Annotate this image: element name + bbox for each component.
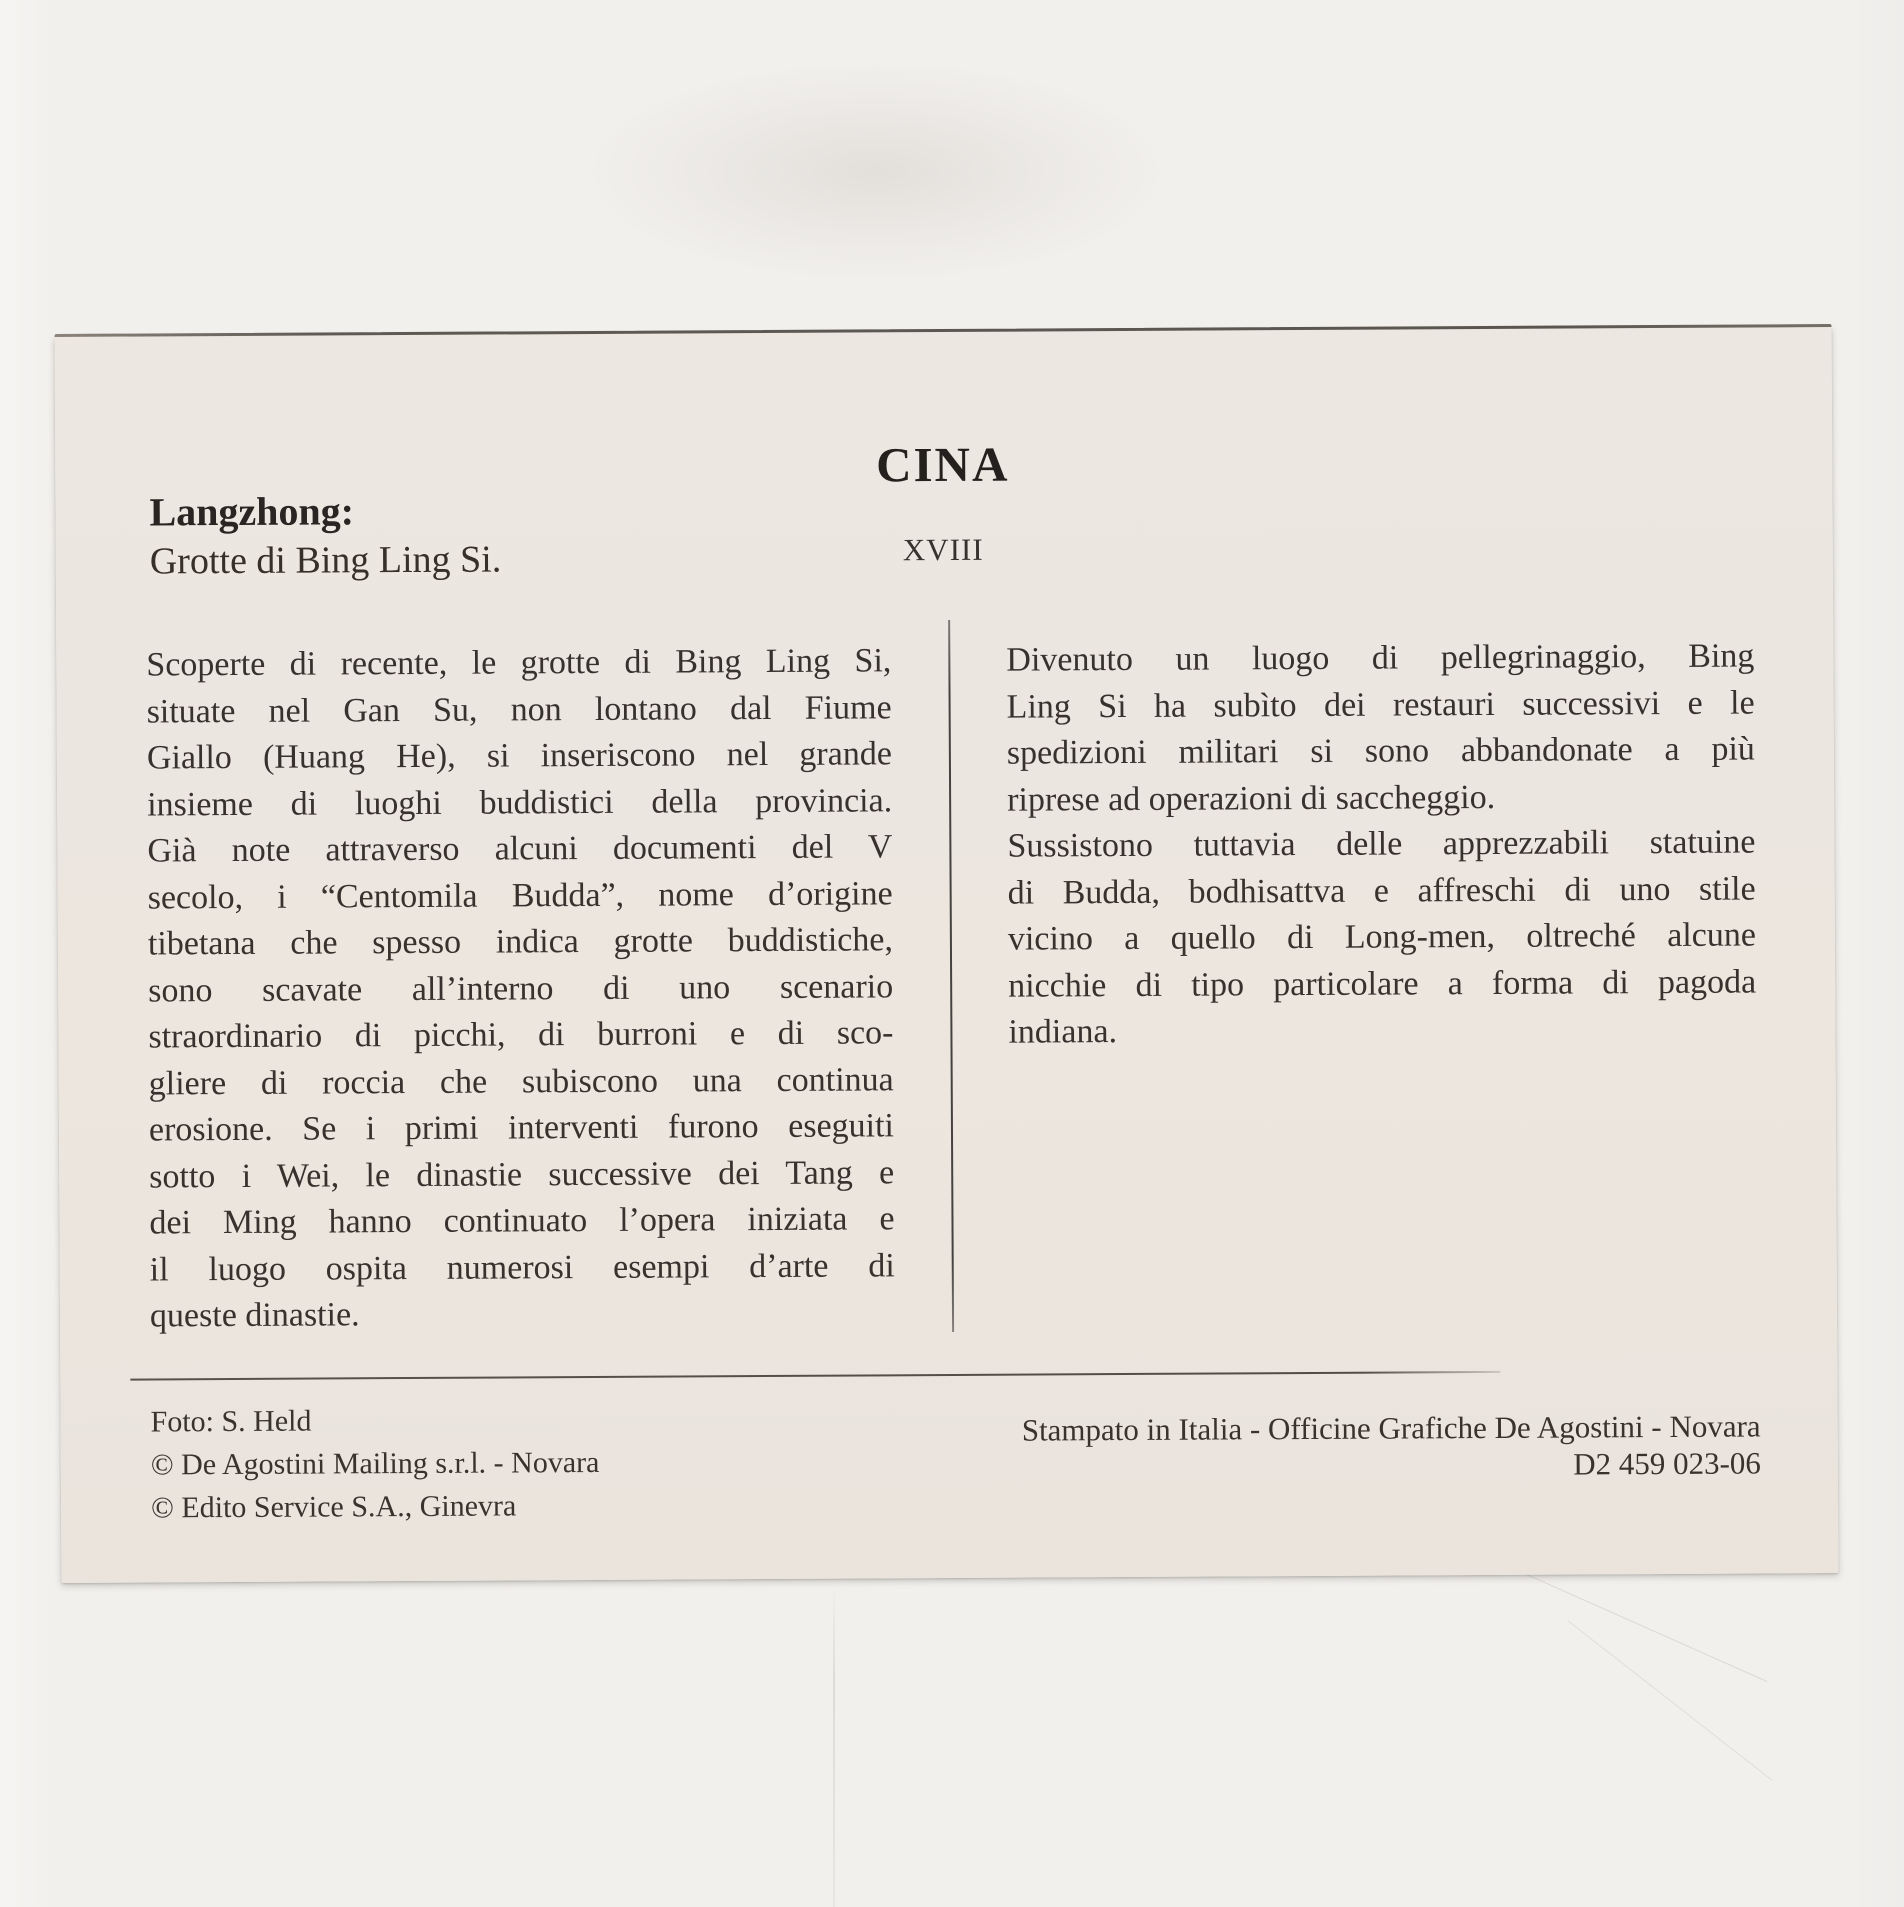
text-line: Già note attraverso alcuni documenti del V [147,828,893,870]
text-line: situate nel Gan Su, non lontano dal Fiume [146,688,892,730]
text-line: secolo, i “Centomila Budda”, nome d’origine [147,874,893,916]
location-heading: Langzhong: [149,488,355,535]
text-line: straordinario di picchi, di burroni e di sco- [148,1014,894,1056]
footer-printer-info [1022,1407,1761,1485]
left-text-column [146,638,895,1340]
text-line: il luogo ospita numerosi esempi d’arte di [149,1246,895,1288]
text-line: riprese ad operazioni di saccheggio. [1007,778,1496,819]
text-line: di Budda, bodhisattva e affreschi di uno stile [1007,869,1756,912]
text-line: spedizioni militari si sono abbandonate a più [1006,730,1755,772]
text-line: vicino a quello di Long-men, oltreché alcune [1007,916,1757,958]
text-line: sono scavate all’interno di uno scenario [148,967,894,1009]
scan-artifact-scratch [1567,1620,1772,1781]
card-title: CINA [875,436,1010,493]
postcard-back [55,327,1839,1583]
text-line: sotto i Wei, le dinastie successive dei Tang e [149,1153,895,1195]
text-line: queste dinastie. [149,1296,360,1335]
footer-line: © Edito Service S.A., Ginevra [150,1489,517,1525]
footer-rule [130,1371,1500,1381]
text-line: Sussistono tuttavia delle apprezzabili statuine [1007,823,1756,865]
text-line: nicchie di tipo particolare a forma di pagoda [1008,962,1757,1005]
text-line: Ling Si ha subìto dei restauri successivi e le [1006,683,1755,726]
text-line: indiana. [1008,1013,1118,1051]
footer-line: Foto: S. Held [150,1404,312,1439]
right-text-column [1006,633,1756,1056]
footer-line: Stampato in Italia - Officine Grafiche De Agostini - Novara [1021,1408,1761,1448]
plate-number: XVIII [902,531,984,568]
text-line: Scoperte di recente, le grotte di Bing Ling Si, [146,642,892,684]
text-line: dei Ming hanno continuato l’opera iniziata e [149,1200,895,1242]
footer-line: © De Agostini Mailing s.r.l. - Novara [150,1445,600,1482]
text-line: Divenuto un luogo di pellegrinaggio, Bing [1006,637,1755,679]
text-line: tibetana che spesso indica grotte buddistiche, [147,921,894,963]
text-line: gliere di roccia che subiscono una continua [148,1060,894,1102]
text-line: Giallo (Huang He), si inseriscono nel grande [146,735,892,777]
footer-line: D2 459 023-06 [1573,1445,1761,1482]
footer-credits-left [150,1398,599,1530]
scan-artifact-scratch [1493,1559,1767,1682]
text-line: insieme di luoghi buddistici della provincia. [147,781,893,823]
location-subheading: Grotte di Bing Ling Si. [149,538,502,583]
scan-artifact-crease [833,1585,835,1907]
text-line: erosione. Se i primi interventi furono eseguiti [148,1107,895,1149]
column-divider-rule [948,620,954,1332]
